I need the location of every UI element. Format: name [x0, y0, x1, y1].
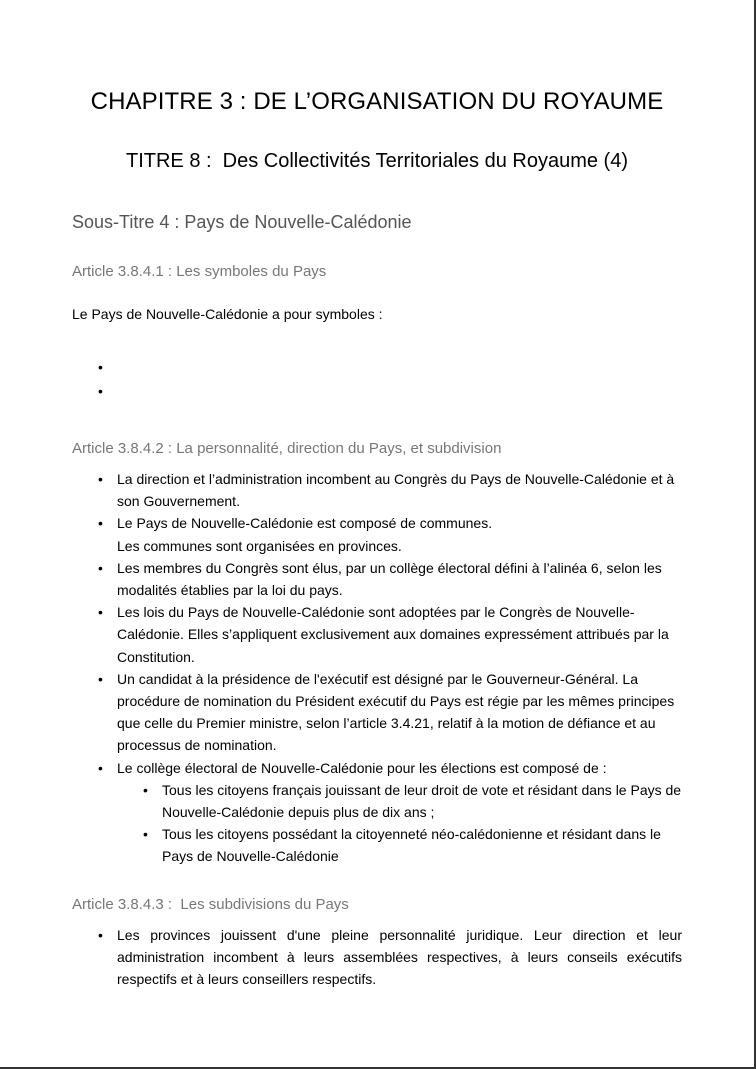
article-3-8-4-3-list: [72, 924, 682, 991]
article-3-8-4-2-list: [72, 468, 682, 868]
article-3-8-4-1-intro: Le Pays de Nouvelle-Calédonie a pour symboles :: [72, 306, 383, 322]
list-item-line: Les communes sont organisées en provinces.: [117, 537, 402, 554]
article-3-8-4-1-heading: Article 3.8.4.1 : Les symboles du Pays: [72, 263, 327, 280]
article-3-8-4-3-heading: Article 3.8.4.3 : Les subdivisions du Pays: [72, 896, 349, 913]
list-item: [72, 757, 682, 868]
list-item: • Les provinces jouissent d'une pleine personnalité juridique. Leur direction et leur administration incombent à leurs assemblées respectives, à leurs conseils exécutifs respectifs et à leurs conseillers respectifs.: [72, 924, 682, 991]
article-3-8-4-2-heading: Article 3.8.4.2 : La personnalité, direction du Pays, et subdivision: [72, 440, 502, 457]
list-item: • Les membres du Congrès sont élus, par un collège électoral défini à l’alinéa 6, selon les modalités établies par la loi du pays.: [72, 557, 682, 601]
list-item: [72, 512, 682, 556]
list-item: • La direction et l’administration incombent au Congrès du Pays de Nouvelle-Calédonie et à son Gouvernement.: [72, 468, 682, 512]
titre-heading: TITRE 8 : Des Collectivités Territoriales du Royaume (4): [125, 150, 628, 172]
sub-list-item: • Tous les citoyens possédant la citoyenneté néo-calédonienne et résidant dans le Pays de Nouvelle-Calédonie: [117, 823, 682, 867]
list-item: • Un candidat à la présidence de l'exécutif est désigné par le Gouverneur-Général. La procédure de nomination du Président exécutif du Pays est régie par les mêmes principes que celle du Premier ministre, selon l’article 3.4.21, relatif à la motion de défiance et au processus de nomination.: [72, 668, 682, 757]
list-item-line: • Le Pays de Nouvelle-Calédonie est composé de communes.: [117, 515, 493, 532]
chapter-title: CHAPITRE 3 : DE L’ORGANISATION DU ROYAUME: [90, 88, 664, 115]
list-item-line: • Le collège électoral de Nouvelle-Calédonie pour les élections est composé de :: [117, 759, 607, 776]
list-item: • Les lois du Pays de Nouvelle-Calédonie sont adoptées par le Congrès de Nouvelle-Calédonie. Elles s’appliquent exclusivement aux domaines expressément attribués par la Constitution.: [72, 601, 682, 668]
sub-list-item: • Tous les citoyens français jouissant de leur droit de vote et résidant dans le Pays de Nouvelle-Calédonie depuis plus de dix ans ;: [117, 779, 682, 823]
empty-symbol-bullet: •: [98, 359, 103, 375]
sous-titre-heading: Sous-Titre 4 : Pays de Nouvelle-Calédonie: [72, 212, 412, 232]
electoral-college-sublist: [117, 779, 682, 868]
empty-symbol-bullet: •: [98, 383, 103, 399]
